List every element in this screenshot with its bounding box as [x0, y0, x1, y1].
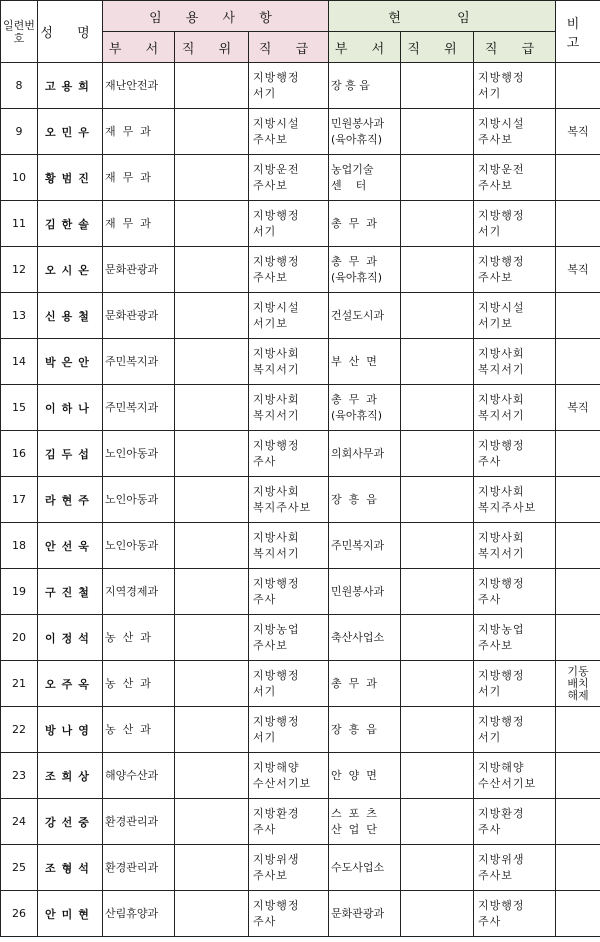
- serial-number: 26: [1, 891, 38, 937]
- current-dept: 주민복지과: [329, 523, 401, 569]
- current-grade-line: 복지서기: [478, 362, 525, 376]
- current-grade: [474, 707, 556, 753]
- current-position: [401, 63, 474, 109]
- appointment-grade-header: 직 급: [249, 32, 329, 63]
- current-grade: [474, 569, 556, 615]
- serial-number: 12: [1, 247, 38, 293]
- appointment-grade-line: 복지주사보: [253, 500, 312, 514]
- remarks-header: 비고: [556, 1, 600, 63]
- current-grade: [474, 891, 556, 937]
- appointment-position: [175, 891, 249, 937]
- current-position: [401, 247, 474, 293]
- appointment-dept: 재 무 과: [103, 109, 175, 155]
- current-grade: [474, 247, 556, 293]
- current-grade: [474, 845, 556, 891]
- appointment-grade: [249, 477, 329, 523]
- current-dept: 총 무 과: [329, 661, 401, 707]
- current-grade-line: 지방사회: [478, 484, 525, 498]
- appointment-grade: [249, 293, 329, 339]
- current-grade-line: 주사: [478, 914, 502, 928]
- appointment-position: [175, 339, 249, 385]
- current-grade: [474, 661, 556, 707]
- current-grade-line: 복지서기: [478, 546, 525, 560]
- appointment-position: [175, 845, 249, 891]
- appointment-position: [175, 109, 249, 155]
- current-grade-line: 지방사회: [478, 392, 525, 406]
- remarks-cell: [556, 753, 600, 799]
- appointment-dept: 노인아동과: [103, 431, 175, 477]
- appointment-dept-header: 부 서: [103, 32, 175, 63]
- serial-number: 21: [1, 661, 38, 707]
- current-grade-line: 서기보: [478, 316, 513, 330]
- remarks-cell: [556, 615, 600, 661]
- current-grade: [474, 753, 556, 799]
- table-row: [1, 201, 600, 247]
- appointment-grade-line: 서기: [253, 730, 277, 744]
- appointment-dept: 노인아동과: [103, 477, 175, 523]
- person-name: 고용희: [38, 63, 103, 109]
- appointment-grade: [249, 569, 329, 615]
- current-grade: [474, 201, 556, 247]
- appointment-position: [175, 385, 249, 431]
- appointment-grade-line: 주사보: [253, 638, 288, 652]
- current-grade-line: 복지서기: [478, 408, 525, 422]
- person-name: 오민우: [38, 109, 103, 155]
- remarks-cell: [556, 845, 600, 891]
- current-grade: [474, 431, 556, 477]
- table-row: [1, 385, 600, 431]
- appointment-grade-line: 주사: [253, 822, 277, 836]
- current-dept: 문화관광과: [329, 891, 401, 937]
- current-position: [401, 707, 474, 753]
- current-position-header: 직 위: [401, 32, 474, 63]
- name-header: 성 명: [38, 1, 103, 63]
- current-grade-line: 주사보: [478, 270, 513, 284]
- appointment-position-header: 직 위: [175, 32, 249, 63]
- current-grade-line: 지방행정: [478, 714, 525, 728]
- remarks-cell: [556, 293, 600, 339]
- person-name: 안선욱: [38, 523, 103, 569]
- appointment-grade-line: 지방사회: [253, 392, 300, 406]
- table-row: [1, 569, 600, 615]
- person-name: 이정석: [38, 615, 103, 661]
- appointment-grade-line: 지방행정: [253, 254, 300, 268]
- appointment-grade-line: 주사: [253, 914, 277, 928]
- person-name: 조형석: [38, 845, 103, 891]
- appointment-dept: 노인아동과: [103, 523, 175, 569]
- appointment-grade-line: 주사보: [253, 178, 288, 192]
- remarks-cell: 복직: [556, 109, 600, 155]
- appointment-grade-line: 서기: [253, 224, 277, 238]
- current-grade-line: 지방행정: [478, 576, 525, 590]
- appointment-grade-line: 지방해양: [253, 760, 300, 774]
- current-dept: 장 흥 읍: [329, 707, 401, 753]
- appointment-grade: [249, 63, 329, 109]
- appointment-position: [175, 477, 249, 523]
- person-name: 박은안: [38, 339, 103, 385]
- current-dept: 스 포 츠 산 업 단: [329, 799, 401, 845]
- remarks-cell: [556, 431, 600, 477]
- table-row: [1, 63, 600, 109]
- appointment-grade: [249, 339, 329, 385]
- serial-number: 8: [1, 63, 38, 109]
- current-grade-line: 주사보: [478, 178, 513, 192]
- appointment-grade-line: 지방위생: [253, 852, 300, 866]
- appointment-position: [175, 201, 249, 247]
- current-grade: [474, 615, 556, 661]
- appointment-grade-line: 복지서기: [253, 408, 300, 422]
- current-grade-line: 지방행정: [478, 70, 525, 84]
- current-dept: 농업기술 센 터: [329, 155, 401, 201]
- table-row: [1, 753, 600, 799]
- appointment-grade-line: 지방행정: [253, 208, 300, 222]
- current-dept: 축산사업소: [329, 615, 401, 661]
- current-header: 현 임: [329, 1, 556, 32]
- person-name: 신용철: [38, 293, 103, 339]
- appointment-grade: [249, 753, 329, 799]
- appointment-grade-line: 지방사회: [253, 346, 300, 360]
- serial-number: 15: [1, 385, 38, 431]
- appointment-grade: [249, 431, 329, 477]
- current-position: [401, 477, 474, 523]
- person-name: 김두섭: [38, 431, 103, 477]
- appointment-grade-line: 복지서기: [253, 546, 300, 560]
- person-name: 강선중: [38, 799, 103, 845]
- current-grade-line: 지방사회: [478, 530, 525, 544]
- current-grade-line: 지방환경: [478, 806, 525, 820]
- appointment-grade-line: 서기보: [253, 316, 288, 330]
- current-grade-header: 직 급: [474, 32, 556, 63]
- serial-number: 22: [1, 707, 38, 753]
- current-grade-line: 지방농업: [478, 622, 525, 636]
- current-grade-line: 지방사회: [478, 346, 525, 360]
- person-name: 라현주: [38, 477, 103, 523]
- appointment-grade: [249, 155, 329, 201]
- appointment-grade-line: 주사: [253, 454, 277, 468]
- appointment-grade: [249, 523, 329, 569]
- table-row: [1, 247, 600, 293]
- appointment-grade: [249, 707, 329, 753]
- current-grade-line: 지방위생: [478, 852, 525, 866]
- appointment-position: [175, 431, 249, 477]
- serial-number: 18: [1, 523, 38, 569]
- appointment-dept: 주민복지과: [103, 339, 175, 385]
- current-position: [401, 569, 474, 615]
- current-dept: 부 산 면: [329, 339, 401, 385]
- appointment-position: [175, 155, 249, 201]
- current-grade-line: 지방행정: [478, 438, 525, 452]
- current-grade-line: 서기: [478, 730, 502, 744]
- table-row: [1, 431, 600, 477]
- current-grade-line: 수산서기보: [478, 776, 537, 790]
- table-row: [1, 293, 600, 339]
- appointment-position: [175, 247, 249, 293]
- current-position: [401, 661, 474, 707]
- current-position: [401, 293, 474, 339]
- appointment-grade-line: 지방농업: [253, 622, 300, 636]
- appointment-dept: 재 무 과: [103, 201, 175, 247]
- serial-number: 23: [1, 753, 38, 799]
- table-row: [1, 339, 600, 385]
- current-dept: 총 무 과 (육아휴직): [329, 247, 401, 293]
- current-grade: [474, 799, 556, 845]
- appointment-grade: [249, 385, 329, 431]
- current-grade: [474, 155, 556, 201]
- current-dept: 장 흥 읍: [329, 477, 401, 523]
- appointment-dept: 농 산 과: [103, 707, 175, 753]
- appointment-grade-line: 주사보: [253, 868, 288, 882]
- current-grade-line: 주사보: [478, 132, 513, 146]
- table-row: [1, 477, 600, 523]
- appointment-dept: 환경관리과: [103, 845, 175, 891]
- appointment-grade: [249, 247, 329, 293]
- appointment-grade: [249, 201, 329, 247]
- appointment-grade-line: 지방운전: [253, 162, 300, 176]
- remarks-cell: [556, 201, 600, 247]
- remarks-cell: [556, 569, 600, 615]
- remarks-cell: [556, 155, 600, 201]
- appointment-grade-line: 지방사회: [253, 530, 300, 544]
- appointment-position: [175, 615, 249, 661]
- current-grade-line: 지방행정: [478, 668, 525, 682]
- appointment-grade: [249, 109, 329, 155]
- appointment-dept: 문화관광과: [103, 293, 175, 339]
- current-dept: 총 무 과: [329, 201, 401, 247]
- person-name: 구진철: [38, 569, 103, 615]
- serial-number: 19: [1, 569, 38, 615]
- person-name: 안미현: [38, 891, 103, 937]
- appointment-grade-line: 서기: [253, 86, 277, 100]
- appointment-dept: 산림휴양과: [103, 891, 175, 937]
- appointment-grade: [249, 661, 329, 707]
- remarks-cell: [556, 477, 600, 523]
- current-dept-header: 부 서: [329, 32, 401, 63]
- remarks-cell: [556, 339, 600, 385]
- remarks-cell: 복직: [556, 247, 600, 293]
- table-row: [1, 109, 600, 155]
- appointment-grade-line: 주사: [253, 592, 277, 606]
- appointment-grade-line: 지방행정: [253, 576, 300, 590]
- serial-number: 25: [1, 845, 38, 891]
- appointment-grade-line: 지방행정: [253, 438, 300, 452]
- current-grade-line: 서기: [478, 684, 502, 698]
- serial-number: 14: [1, 339, 38, 385]
- appointment-grade-line: 지방시설: [253, 116, 300, 130]
- current-grade-line: 주사: [478, 822, 502, 836]
- current-position: [401, 339, 474, 385]
- current-grade-line: 주사: [478, 592, 502, 606]
- current-position: [401, 845, 474, 891]
- current-grade: [474, 385, 556, 431]
- current-position: [401, 155, 474, 201]
- appointment-dept: 문화관광과: [103, 247, 175, 293]
- remarks-cell: [556, 799, 600, 845]
- appointment-dept: 재난안전과: [103, 63, 175, 109]
- serial-number: 20: [1, 615, 38, 661]
- current-dept: 민원봉사과 (육아휴직): [329, 109, 401, 155]
- current-position: [401, 385, 474, 431]
- current-position: [401, 431, 474, 477]
- appointment-dept: 농 산 과: [103, 661, 175, 707]
- appointment-grade: [249, 799, 329, 845]
- appointment-grade: [249, 615, 329, 661]
- current-dept: 의회사무과: [329, 431, 401, 477]
- appointment-dept: 지역경제과: [103, 569, 175, 615]
- person-name: 황범진: [38, 155, 103, 201]
- current-position: [401, 799, 474, 845]
- appointment-position: [175, 293, 249, 339]
- appointment-grade-line: 서기: [253, 684, 277, 698]
- current-grade-line: 지방행정: [478, 898, 525, 912]
- current-grade-line: 지방운전: [478, 162, 525, 176]
- current-grade: [474, 109, 556, 155]
- serial-header: 일련번호: [1, 1, 38, 63]
- current-grade-line: 주사: [478, 454, 502, 468]
- table-row: [1, 707, 600, 753]
- appointment-position: [175, 661, 249, 707]
- table-row: [1, 523, 600, 569]
- appointment-grade-line: 지방시설: [253, 300, 300, 314]
- current-dept: 안 양 면: [329, 753, 401, 799]
- serial-number: 13: [1, 293, 38, 339]
- table-row: [1, 661, 600, 707]
- current-grade-line: 지방행정: [478, 254, 525, 268]
- appointment-position: [175, 799, 249, 845]
- table-row: [1, 799, 600, 845]
- table-row: [1, 891, 600, 937]
- person-name: 이하나: [38, 385, 103, 431]
- serial-number: 16: [1, 431, 38, 477]
- appointment-position: [175, 523, 249, 569]
- current-grade: [474, 477, 556, 523]
- person-name: 오시온: [38, 247, 103, 293]
- current-grade: [474, 63, 556, 109]
- appointment-grade: [249, 891, 329, 937]
- current-grade-line: 주사보: [478, 868, 513, 882]
- remarks-cell: [556, 891, 600, 937]
- current-grade-line: 주사보: [478, 638, 513, 652]
- appointment-grade-line: 지방행정: [253, 668, 300, 682]
- serial-number: 11: [1, 201, 38, 247]
- current-position: [401, 201, 474, 247]
- current-grade-line: 지방행정: [478, 208, 525, 222]
- current-dept: 민원봉사과: [329, 569, 401, 615]
- serial-number: 10: [1, 155, 38, 201]
- current-dept: 건설도시과: [329, 293, 401, 339]
- current-grade-line: 서기: [478, 86, 502, 100]
- remarks-cell: [556, 523, 600, 569]
- current-grade: [474, 293, 556, 339]
- appointment-grade: [249, 845, 329, 891]
- appointment-dept: 재 무 과: [103, 155, 175, 201]
- current-grade-line: 지방시설: [478, 300, 525, 314]
- appointment-position: [175, 707, 249, 753]
- appointment-dept: 해양수산과: [103, 753, 175, 799]
- table-row: [1, 615, 600, 661]
- appointment-grade-line: 지방사회: [253, 484, 300, 498]
- appointment-position: [175, 63, 249, 109]
- current-grade-line: 복지주사보: [478, 500, 537, 514]
- current-grade: [474, 339, 556, 385]
- current-dept: 장 흥 읍: [329, 63, 401, 109]
- appointment-grade-line: 지방행정: [253, 898, 300, 912]
- appointment-dept: 농 산 과: [103, 615, 175, 661]
- current-grade: [474, 523, 556, 569]
- current-grade-line: 서기: [478, 224, 502, 238]
- remarks-cell: [556, 63, 600, 109]
- current-grade-line: 지방시설: [478, 116, 525, 130]
- current-dept: 총 무 과 (육아휴직): [329, 385, 401, 431]
- appointment-header: 임 용 사 항: [103, 1, 329, 32]
- person-name: 김한솔: [38, 201, 103, 247]
- appointment-grade-line: 지방행정: [253, 70, 300, 84]
- remarks-cell: [556, 707, 600, 753]
- current-grade-line: 지방해양: [478, 760, 525, 774]
- appointment-grade-line: 지방환경: [253, 806, 300, 820]
- appointment-position: [175, 753, 249, 799]
- person-name: 조희상: [38, 753, 103, 799]
- table-row: [1, 845, 600, 891]
- current-dept: 수도사업소: [329, 845, 401, 891]
- current-position: [401, 891, 474, 937]
- serial-number: 9: [1, 109, 38, 155]
- current-position: [401, 523, 474, 569]
- person-name: 오주옥: [38, 661, 103, 707]
- table-row: [1, 155, 600, 201]
- appointment-grade-line: 주사보: [253, 132, 288, 146]
- current-position: [401, 753, 474, 799]
- appointment-position: [175, 569, 249, 615]
- appointment-grade-line: 복지서기: [253, 362, 300, 376]
- current-position: [401, 615, 474, 661]
- serial-number: 17: [1, 477, 38, 523]
- appointment-grade-line: 지방행정: [253, 714, 300, 728]
- remarks-cell: 기동 배치 해제: [556, 661, 600, 707]
- remarks-cell: 복직: [556, 385, 600, 431]
- person-name: 방나영: [38, 707, 103, 753]
- appointment-dept: 환경관리과: [103, 799, 175, 845]
- current-position: [401, 109, 474, 155]
- appointment-dept: 주민복지과: [103, 385, 175, 431]
- appointment-grade-line: 수산서기보: [253, 776, 312, 790]
- appointment-grade-line: 주사보: [253, 270, 288, 284]
- serial-number: 24: [1, 799, 38, 845]
